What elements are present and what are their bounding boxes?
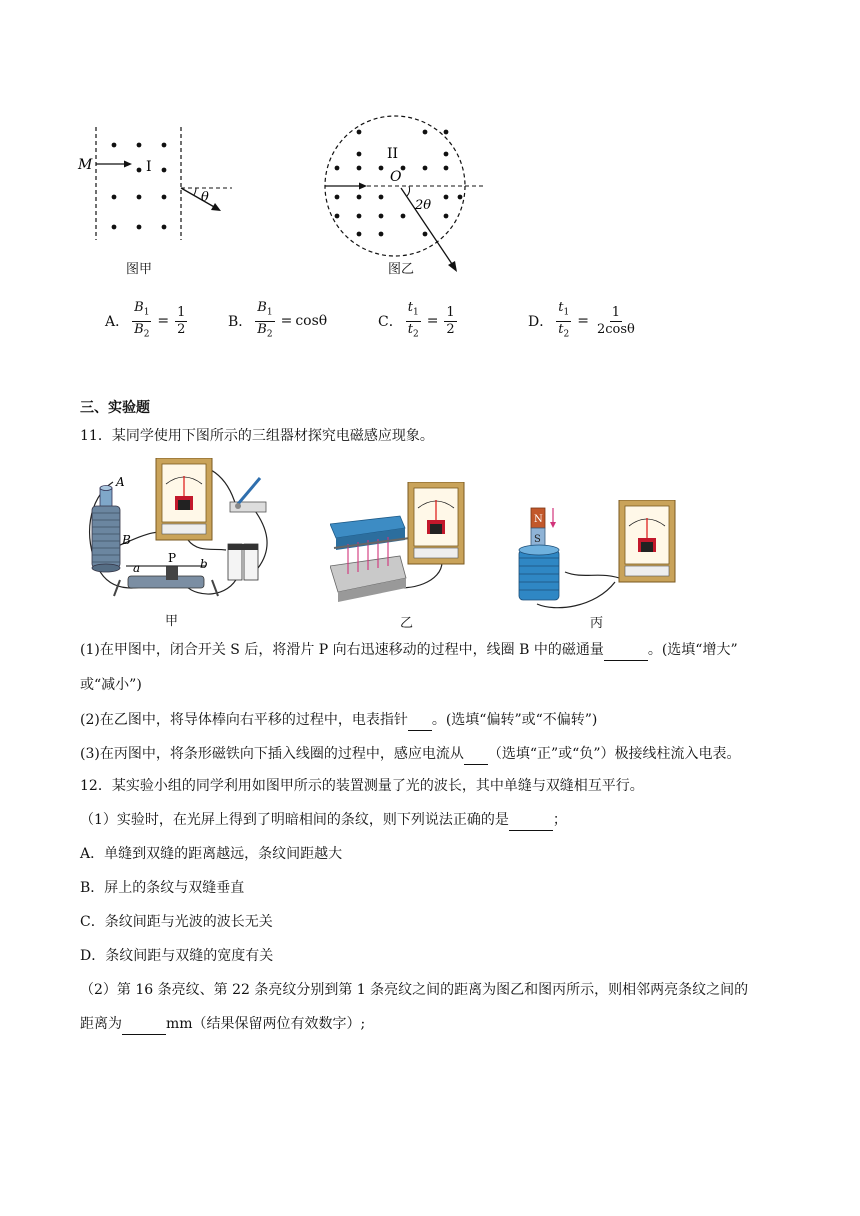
q11-jia-label-a-end: a xyxy=(133,561,141,575)
q11-stem: 11．某同学使用下图所示的三组器材探究电磁感应现象。 xyxy=(80,428,434,444)
figure-jia-angle-label: θ xyxy=(201,190,209,205)
q10-option-c: C． $\frac{t_1}{t_2}$ = $\frac{1}{2}$ xyxy=(378,300,455,340)
q11-part3-blank[interactable] xyxy=(464,744,488,765)
q12-option-d: D．条纹间距与双缝的宽度有关 xyxy=(80,948,274,964)
q11-bing-label-s: S xyxy=(534,534,541,545)
q11-figure-jia-caption: 甲 xyxy=(165,614,179,629)
figure-yi-region-label: II xyxy=(387,146,399,162)
q11-part3: (3)在丙图中，将条形磁铁向下插入线圈的过程中，感应电流从 （选填“正”或“负”）极接线柱流入电表。 xyxy=(80,744,740,765)
q11-figure-bing-caption: 丙 xyxy=(590,616,604,631)
figure-jia-region-label: I xyxy=(146,159,152,175)
q10-option-b: B． $\frac{B_1}{B_2}$ = cosθ xyxy=(228,300,328,340)
q11-part2-blank[interactable] xyxy=(408,710,432,731)
q12-part2-cont: 距离为 mm（结果保留两位有效数字）; xyxy=(80,1014,365,1035)
figure-yi-center-label: O xyxy=(390,169,402,185)
q11-figure-jia-circuit xyxy=(78,458,278,608)
q10-option-a: A． $\frac{B_1}{B_2}$ = $\frac{1}{2}$ xyxy=(105,300,186,340)
figure-yi-angle-label: 2θ xyxy=(415,198,432,213)
q11-bing-label-n: N xyxy=(534,514,543,525)
q11-figure-yi-caption: 乙 xyxy=(400,616,414,631)
figure-jia-magnetic-field xyxy=(70,115,260,280)
q11-figure-bing-bar-magnet xyxy=(515,500,690,610)
q11-jia-label-a-coil: A xyxy=(116,475,125,489)
q11-part2: (2)在乙图中，将导体棒向右平移的过程中，电表指针 。(选填“偏转”或“不偏转”) xyxy=(80,710,597,731)
q12-option-c: C．条纹间距与光波的波长无关 xyxy=(80,914,273,930)
q10-option-d: D． $\frac{t_1}{t_2}$ = $\frac{1}{2\cos\theta}$ xyxy=(528,300,635,340)
q11-part1-blank[interactable] xyxy=(604,640,648,661)
q11-figure-yi-magnet xyxy=(330,482,480,612)
section-title: 三、实验题 xyxy=(80,400,150,416)
q11-part1-cont: 或“减小”) xyxy=(80,677,142,693)
figure-yi-caption: 图乙 xyxy=(388,262,415,277)
q11-part1: (1)在甲图中，闭合开关 S 后，将滑片 P 向右迅速移动的过程中，线圈 B 中的磁通量 。(选填“增大” xyxy=(80,640,738,661)
q12-option-b: B．屏上的条纹与双缝垂直 xyxy=(80,880,245,896)
figure-jia-caption: 图甲 xyxy=(126,262,153,277)
q12-part2: （2）第 16 条亮纹、第 22 条亮纹分别到第 1 条亮纹之间的距离为图乙和图丙所示，则相邻两亮条纹之间的 xyxy=(80,982,749,998)
q12-stem: 12．某实验小组的同学利用如图甲所示的装置测量了光的波长，其中单缝与双缝相互平行。 xyxy=(80,778,644,794)
q12-option-a: A．单缝到双缝的距离越远，条纹间距越大 xyxy=(80,846,343,862)
q11-jia-label-b-end: b xyxy=(200,557,208,571)
q12-part1-blank[interactable] xyxy=(509,810,553,831)
q12-part1: （1）实验时，在光屏上得到了明暗相间的条纹，则下列说法正确的是 ； xyxy=(80,810,567,831)
q11-jia-label-p: P xyxy=(168,551,177,565)
q12-part2-blank[interactable] xyxy=(122,1014,166,1035)
figure-jia-entry-label: M xyxy=(78,157,93,173)
q11-jia-label-b-coil: B xyxy=(122,533,131,547)
